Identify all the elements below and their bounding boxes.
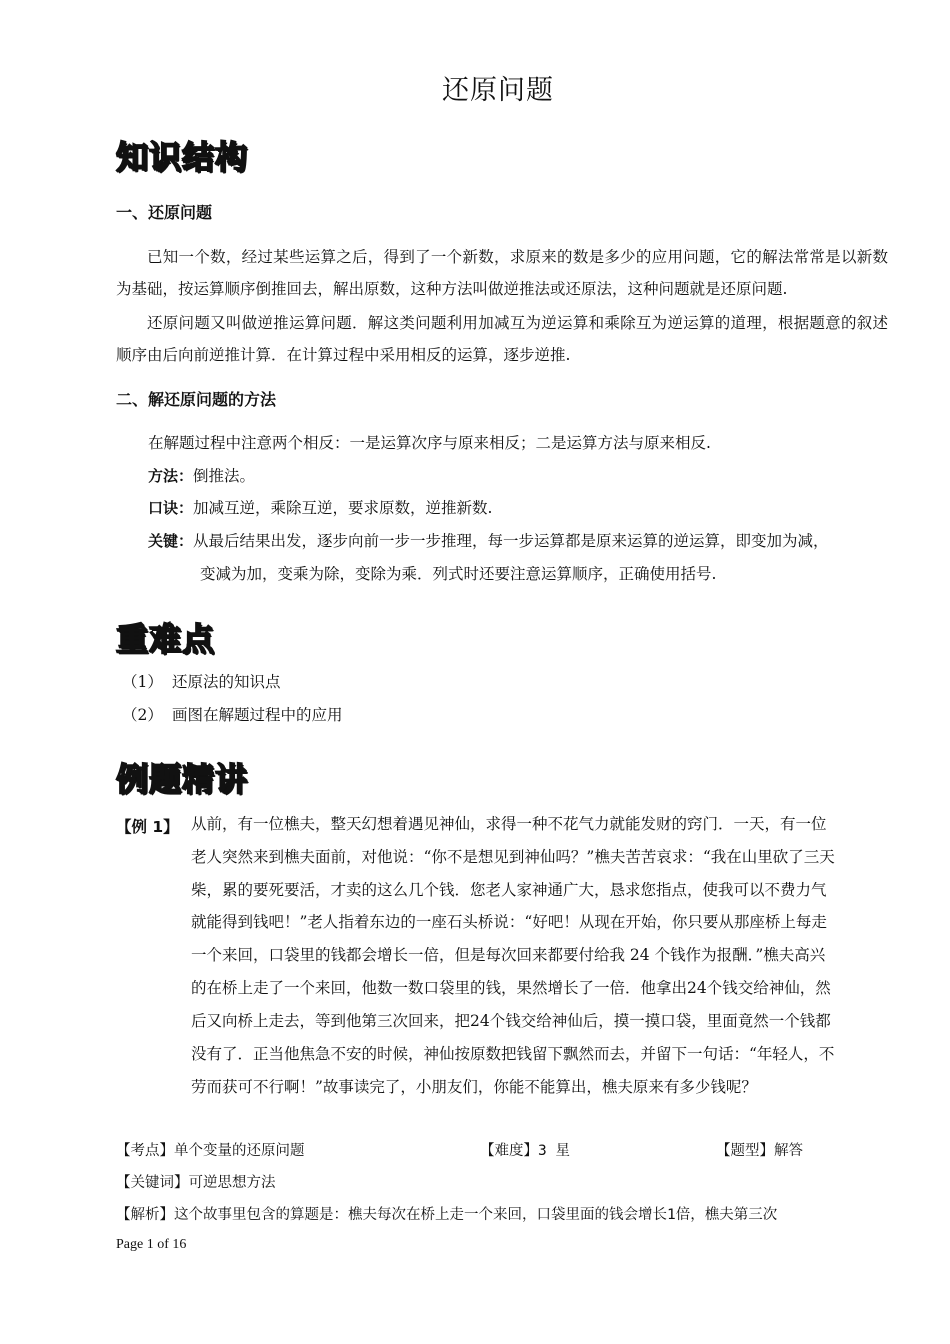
part2-heading: 二、解还原问题的方法 bbox=[116, 390, 277, 409]
method-label: 方法： bbox=[148, 467, 194, 485]
key-line-2: 变减为加，变乘为除，变除为乘．列式时还要注意运算顺序，正确使用括号. bbox=[200, 565, 717, 583]
rhyme-row bbox=[148, 492, 492, 524]
example-1-line: 就能得到钱吧！”老人指着东边的一座石头桥说：“好吧！从现在开始，你只要从那座桥上每走 bbox=[191, 913, 827, 931]
example-1-line: 后又向桥上走去，等到他第三次回来，把24个钱交给神仙后，摸一摸口袋，里面竟然一个钱都 bbox=[191, 1012, 831, 1030]
example-1-line: 从前，有一位樵夫，整天幻想着遇见神仙，求得一种不花气力就能发财的窍门．一天，有一位 bbox=[191, 815, 827, 833]
example-1-nandu: 【难度】3 星 bbox=[480, 1143, 570, 1159]
key-label: 关键： bbox=[148, 532, 194, 550]
key-line-1: 从最后结果出发，逐步向前一步一步推理，每一步运算都是原来运算的逆运算，即变加为减， bbox=[193, 532, 829, 550]
example-1-line: 劳而获可不行啊！”故事读完了，小朋友们，你能不能算出，樵夫原来有多少钱呢？ bbox=[191, 1078, 757, 1096]
method-text: 倒推法。 bbox=[193, 467, 256, 485]
difficulty-item-text: 还原法的知识点 bbox=[172, 673, 281, 691]
method-row bbox=[148, 460, 255, 492]
example-1-line: 一个来回，口袋里的钱都会增长一倍，但是每次回来都要付给我 24 个钱作为报酬．”樵夫高兴 bbox=[191, 946, 826, 964]
example-1-keywords: 【关键词】可逆思想方法 bbox=[116, 1175, 276, 1191]
section-heading-examples: 例题精讲 bbox=[116, 760, 249, 798]
part1-heading: 一、还原问题 bbox=[116, 203, 213, 222]
example-1-kaodian: 【考点】单个变量的还原问题 bbox=[116, 1143, 305, 1159]
section-heading-difficulty: 重难点 bbox=[116, 620, 216, 658]
page-title: 还原问题 bbox=[442, 75, 554, 106]
example-1-line: 老人突然来到樵夫面前，对他说：“你不是想见到神仙吗？”樵夫苦苦哀求：“我在山里砍了三天 bbox=[191, 848, 835, 866]
example-1-line: 柴，累的要死要活，才卖的这么几个钱．您老人家神通广大，恳求您指点，使我可以不费力气 bbox=[191, 881, 827, 899]
part1-paragraph-1: 已知一个数，经过某些运算之后，得到了一个新数，求原来的数是多少的应用问题，它的解法常常是以新数为基础，按运算顺序倒推回去，解出原数，这种方法叫做逆推法或还原法，这种问题就是还原问题. bbox=[116, 248, 888, 298]
difficulty-item-text: 画图在解题过程中的应用 bbox=[172, 706, 343, 724]
example-1-line: 的在桥上走了一个来回，他数一数口袋里的钱，果然增长了一倍．他拿出24个钱交给神仙，然 bbox=[191, 979, 831, 997]
page-number: Page 1 of 16 bbox=[116, 1237, 187, 1252]
part1-paragraph-2: 还原问题又叫做逆推运算问题．解这类问题利用加减互为逆运算和乘除互为逆运算的道理，根据题意的叙述顺序由后向前逆推计算．在计算过程中采用相反的运算，逐步逆推. bbox=[116, 314, 888, 364]
example-1-label: 【例 1】 bbox=[116, 818, 179, 836]
example-1-analysis: 【解析】这个故事里包含的算题是：樵夫每次在桥上走一个来回，口袋里面的钱会增长1倍，樵夫第三次 bbox=[116, 1207, 778, 1223]
difficulty-item-number: （1） bbox=[122, 673, 163, 691]
difficulty-item-number: （2） bbox=[122, 706, 163, 724]
rhyme-label: 口诀： bbox=[148, 499, 194, 517]
rhyme-text: 加减互逆，乘除互逆，要求原数，逆推新数. bbox=[193, 499, 493, 517]
section-heading-knowledge: 知识结构 bbox=[116, 138, 249, 176]
difficulty-item bbox=[122, 666, 163, 698]
key-row bbox=[148, 525, 829, 557]
example-1-tixing: 【题型】解答 bbox=[716, 1143, 803, 1159]
example-1-line: 没有了．正当他焦急不安的时候，神仙按原数把钱留下飘然而去，并留下一句话：“年轻人，不 bbox=[191, 1045, 835, 1063]
difficulty-item bbox=[122, 699, 163, 731]
part2-intro: 在解题过程中注意两个相反：一是运算次序与原来相反；二是运算方法与原来相反. bbox=[148, 434, 711, 452]
